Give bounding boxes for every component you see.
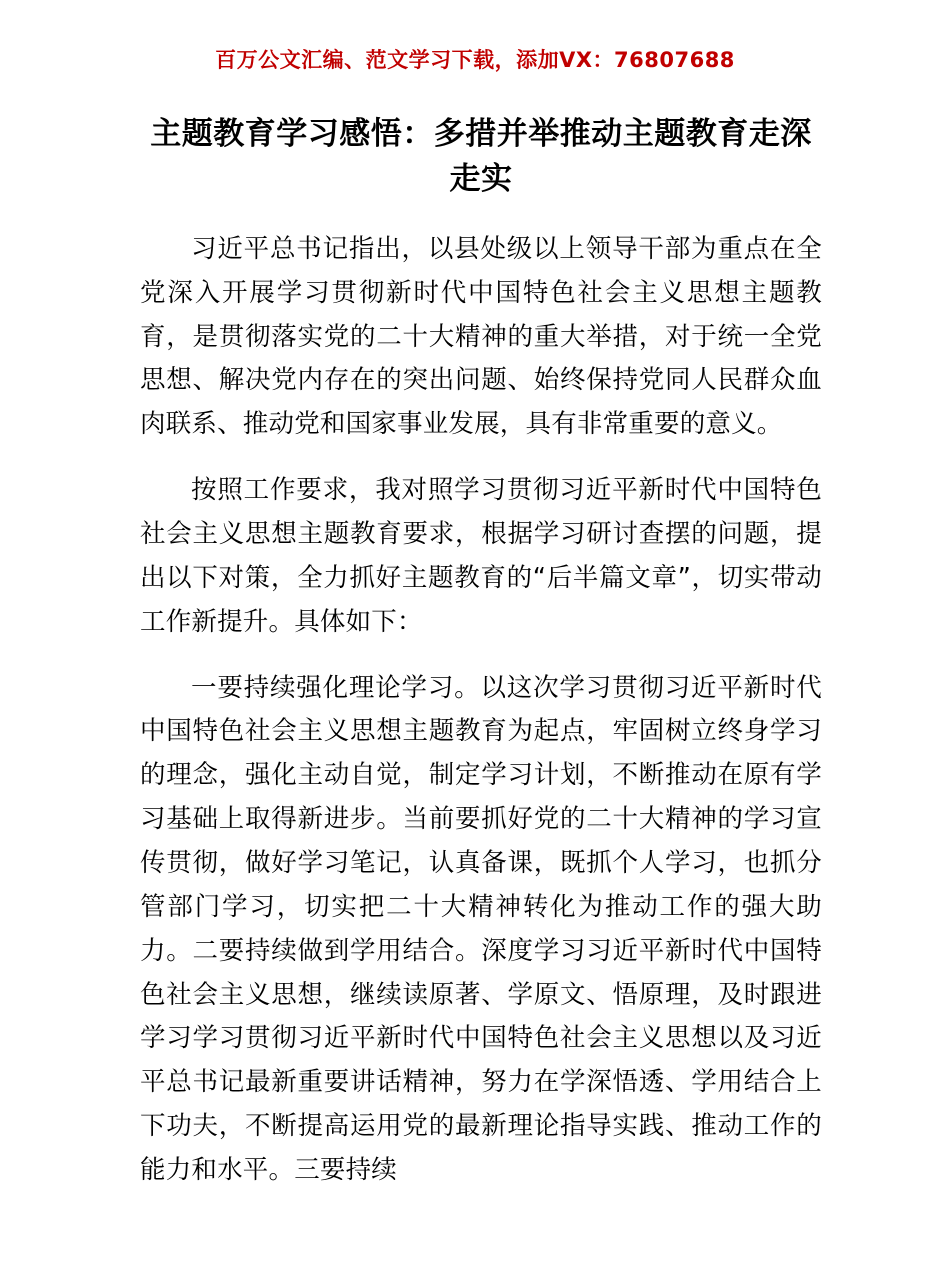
paragraph: 一要持续强化理论学习。以这次学习贯彻习近平新时代中国特色社会主义思想主题教育为起点，牢固树立终身学习的理念，强化主动自觉，制定学习计划，不断推动在原有学习基础上取得新进步。当前要抓好党的二十大精神的学习宣传贯彻，做好学习笔记，认真备课，既抓个人学习，也抓分管部门学习，切实把二十大精神转化为推动工作的强大助力。二要持续做到学用结合。深度学习习近平新时代中国特色社会主义思想，继续读原著、学原文、悟原理，及时跟进学习学习贯彻习近平新时代中国特色社会主义思想以及习近平总书记最新重要讲话精神，努力在学深悟透、学用结合上下功夫，不断提高运用党的最新理论指导实践、推动工作的能力和水平。三要持续 <box>140 672 822 1186</box>
promo-banner: 百万公文汇编、范文学习下载，添加VX：76807688 <box>215 48 735 72</box>
page-title: 主题教育学习感悟：多措并举推动主题教育走深走实 <box>150 116 812 197</box>
document-page <box>0 44 950 1274</box>
paragraph: 习近平总书记指出，以县处级以上领导干部为重点在全党深入开展学习贯彻新时代中国特色社会主义思想主题教育，是贯彻落实党的二十大精神的重大举措，对于统一全党思想、解决党内存在的突出问题、始终保持党同人民群众血肉联系、推动党和国家事业发展，具有非常重要的意义。 <box>140 233 822 440</box>
paragraph: 按照工作要求，我对照学习贯彻习近平新时代中国特色社会主义思想主题教育要求，根据学习研讨查摆的问题，提出以下对策，全力抓好主题教育的“后半篇文章”，切实带动工作新提升。具体如下： <box>140 475 822 637</box>
document-body <box>0 112 950 1193</box>
